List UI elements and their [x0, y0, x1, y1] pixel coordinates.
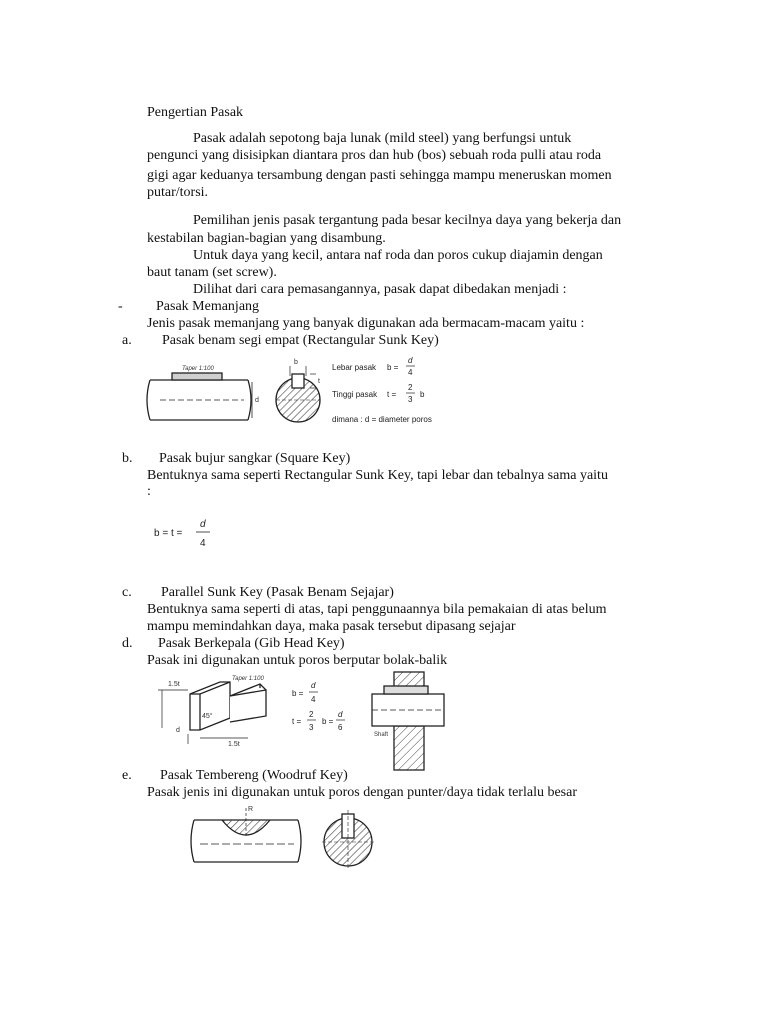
- gib-t-den2: 6: [338, 723, 343, 732]
- square-key-formula: [150, 514, 230, 554]
- item-a-title: Pasak benam segi empat (Rectangular Sunk Key): [162, 333, 439, 348]
- height-label: t: [318, 378, 320, 385]
- dimana-text: dimana : d = diameter poros: [332, 415, 432, 424]
- item-e-title: Pasak Tembereng (Woodruf Key): [160, 768, 348, 783]
- item-d-marker: d.: [122, 636, 133, 651]
- formula-num: d: [200, 519, 206, 530]
- section-heading: Pasak Memanjang: [156, 299, 260, 314]
- item-d-line-1: Pasak ini digunakan untuk poros berputar bolak-balik: [147, 653, 448, 668]
- item-a-marker: a.: [122, 333, 132, 348]
- intro-line-4: putar/torsi.: [147, 185, 209, 200]
- formula-den: 4: [200, 538, 206, 549]
- selection-line-5: Dilihat dari cara pemasangannya, pasak dapat dibedakan menjadi :: [193, 282, 567, 297]
- gib-t-den: 3: [309, 723, 314, 732]
- lebar-num: d: [408, 356, 413, 365]
- gib-t-num: 2: [309, 710, 314, 719]
- tinggi-lhs: t =: [387, 390, 397, 399]
- intro-line-1: Pasak adalah sepotong baja lunak (mild steel) yang berfungsi untuk: [193, 131, 572, 146]
- item-c-title: Parallel Sunk Key (Pasak Benam Sejajar): [161, 585, 394, 600]
- selection-line-3: Untuk daya yang kecil, antara naf roda dan poros cukup diajamin dengan: [193, 248, 603, 263]
- item-c-marker: c.: [122, 585, 132, 600]
- gib-d-label: d: [176, 727, 180, 734]
- item-c-line-2: mampu memindahkan daya, maka pasak tersebut dipasang sejajar: [147, 619, 516, 634]
- item-e-marker: e.: [122, 768, 132, 783]
- item-d-title: Pasak Berkepala (Gib Head Key): [158, 636, 345, 651]
- gib-t-lhs: t =: [292, 717, 302, 726]
- gib-top-label: 1.5t: [168, 681, 180, 688]
- rectangular-key-figure: [140, 352, 460, 432]
- gib-b-den: 4: [311, 695, 316, 704]
- gib-t-num2: d: [338, 710, 343, 719]
- lebar-den: 4: [408, 368, 413, 377]
- shaft-label: Shaft: [374, 732, 389, 738]
- width-label: b: [294, 359, 298, 366]
- gib-t-mid: b =: [322, 717, 334, 726]
- section-intro: Jenis pasak memanjang yang banyak digunakan ada bermacam-macam yaitu :: [147, 316, 585, 331]
- diameter-label: d: [255, 397, 259, 404]
- tinggi-den: 3: [408, 395, 413, 404]
- selection-line-4: baut tanam (set screw).: [147, 265, 277, 280]
- intro-line-2: pengunci yang disisipkan diantara pros dan hub (bos) sebuah roda pulli atau roda: [147, 148, 602, 163]
- woodruff-key-figure: [186, 802, 396, 872]
- gib-angle-label: 45°: [202, 713, 213, 720]
- gib-taper-label: Taper 1:100: [232, 676, 264, 682]
- item-c-line-1: Bentuknya sama seperti di atas, tapi penggunaannya bila pemakaian di atas belum: [147, 602, 607, 617]
- tinggi-rhs: b: [420, 390, 425, 399]
- formula-lhs: b = t =: [154, 528, 183, 539]
- item-b-line-2: :: [147, 484, 151, 499]
- section-bullet: -: [118, 299, 123, 314]
- item-e-line-1: Pasak jenis ini digunakan untuk poros dengan punter/daya tidak terlalu besar: [147, 785, 578, 800]
- page-title: Pengertian Pasak: [147, 105, 244, 120]
- gib-head-key-figure: [148, 672, 468, 772]
- lebar-label: Lebar pasak: [332, 363, 377, 372]
- tinggi-label: Tinggi pasak: [332, 390, 378, 399]
- selection-line-1: Pemilihan jenis pasak tergantung pada besar kecilnya daya yang bekerja dan: [193, 213, 622, 228]
- gib-b-lhs: b =: [292, 689, 304, 698]
- radius-label: R: [248, 806, 254, 813]
- item-b-line-1: Bentuknya sama seperti Rectangular Sunk Key, tapi lebar dan tebalnya sama yaitu: [147, 468, 608, 483]
- gib-b-num: d: [311, 681, 316, 690]
- gib-bottom-label: 1.5t: [228, 741, 240, 748]
- taper-label: Taper 1:100: [182, 366, 214, 372]
- item-b-marker: b.: [122, 451, 133, 466]
- tinggi-num: 2: [408, 383, 413, 392]
- intro-line-3: gigi agar keduanya tersambung dengan pasti sehingga mampu meneruskan momen: [147, 168, 612, 183]
- selection-line-2: kestabilan bagian-bagian yang disambung.: [147, 231, 386, 246]
- lebar-lhs: b =: [387, 363, 399, 372]
- item-b-title: Pasak bujur sangkar (Square Key): [159, 451, 351, 466]
